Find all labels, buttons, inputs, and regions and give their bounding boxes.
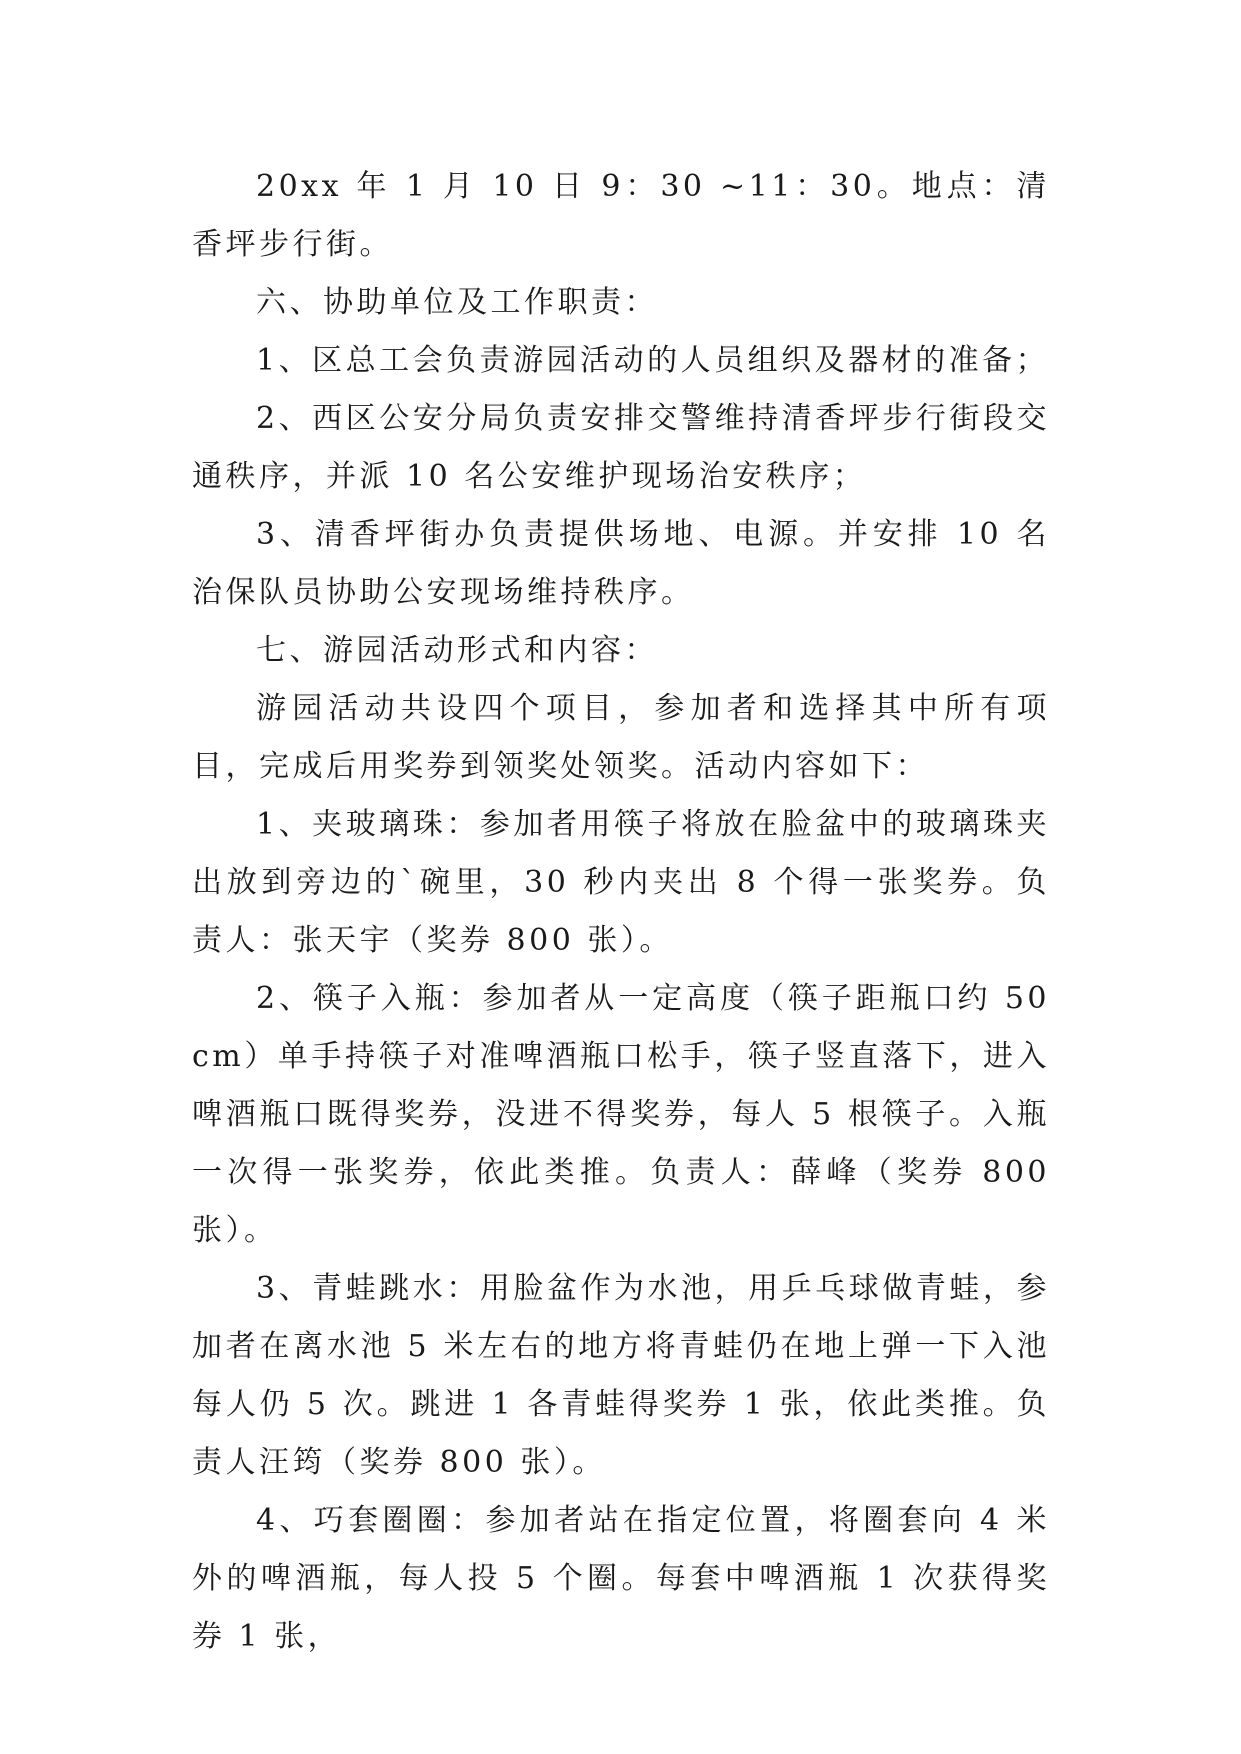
paragraph-time-location: 20xx 年 1 月 10 日 9：30 ~11：30。地点：清香坪步行街。 [192, 169, 1050, 262]
paragraph-activity-3: 3、青蛙跳水：用脸盆作为水池，用乒乓球做青蛙，参加者在离水池 5 米左右的地方将青蛙仍在地上弹一下入池每人仍 5 次。跳进 1 各青蛙得奖券 1 张，依此类推。负责人汪筠（奖券 800 张）。 [192, 1271, 1050, 1480]
paragraph-duty-3: 3、清香坪街办负责提供场地、电源。并安排 10 名治保队员协助公安现场维持秩序。 [192, 517, 1050, 610]
document-body [192, 158, 1050, 1666]
heading-section-six: 六、协助单位及工作职责： [256, 285, 658, 320]
paragraph-activity-2: 2、筷子入瓶：参加者从一定高度（筷子距瓶口约 50cm）单手持筷子对准啤酒瓶口松手，筷子竖直落下，进入啤酒瓶口既得奖券，没进不得奖券，每人 5 根筷子。入瓶一次得一张奖券，依此类推。负责人：薛峰（奖券 800 张）。 [192, 981, 1050, 1248]
paragraph-duty-2: 2、西区公安分局负责安排交警维持清香坪步行街段交通秩序，并派 10 名公安维护现场治安秩序； [192, 401, 1050, 494]
paragraph-activity-intro: 游园活动共设四个项目，参加者和选择其中所有项目，完成后用奖券到领奖处领奖。活动内容如下： [192, 691, 1050, 784]
paragraph-activity-1: 1、夹玻璃珠：参加者用筷子将放在脸盆中的玻璃珠夹出放到旁边的`碗里，30 秒内夹出 8 个得一张奖券。负责人：张天宇（奖券 800 张）。 [192, 807, 1050, 958]
heading-section-seven: 七、游园活动形式和内容： [256, 633, 658, 668]
paragraph-activity-4: 4、巧套圈圈：参加者站在指定位置，将圈套向 4 米外的啤酒瓶，每人投 5 个圈。每套中啤酒瓶 1 次获得奖券 1 张， [192, 1503, 1050, 1654]
paragraph-duty-1: 1、区总工会负责游园活动的人员组织及器材的准备； [256, 343, 1050, 378]
